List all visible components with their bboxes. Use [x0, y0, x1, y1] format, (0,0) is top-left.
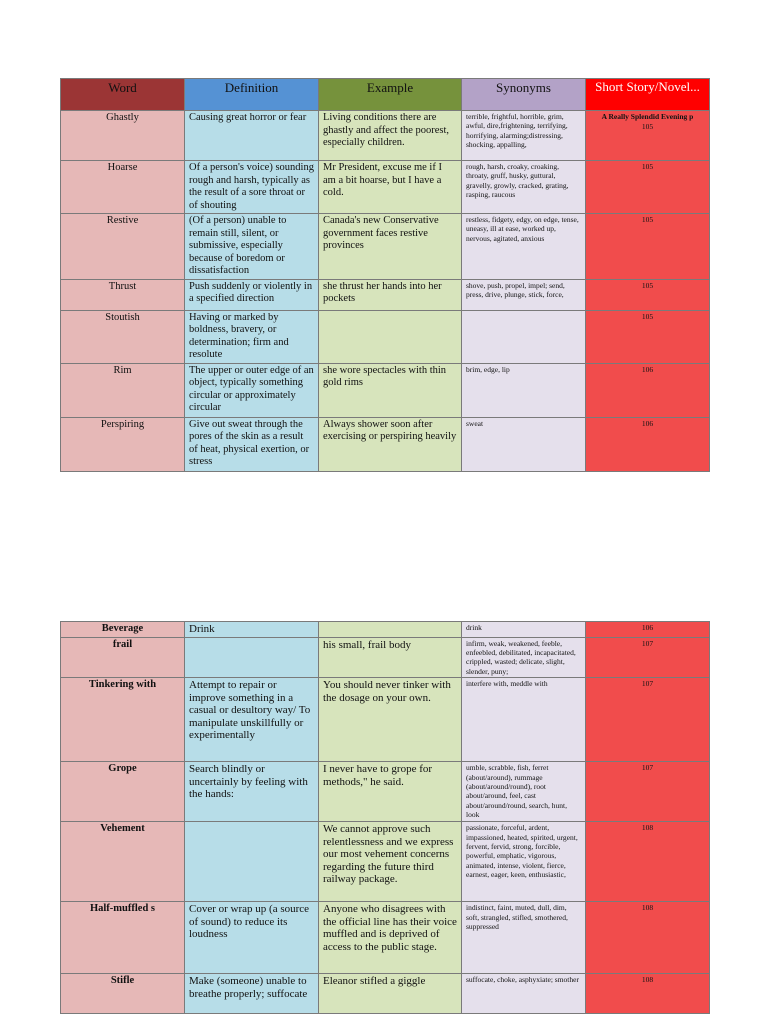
- example-cell: Always shower soon after exercising or perspiring heavily: [319, 417, 462, 471]
- page-number: 108: [586, 902, 710, 974]
- definition-cell: Having or marked by boldness, bravery, or determination; firm and resolute: [185, 310, 319, 363]
- synonyms-cell: restless, fidgety, edgy, on edge, tense, uneasy, ill at ease, worked up, nervous, agitated, anxious: [462, 214, 586, 280]
- word-cell: Stoutish: [61, 310, 185, 363]
- synonyms-cell: indistinct, faint, muted, dull, dim, soft, strangled, stifled, smothered, suppressed: [462, 902, 586, 974]
- page-number: 108: [586, 822, 710, 902]
- table-row: [61, 902, 710, 974]
- page-number: 105: [641, 121, 654, 131]
- definition-cell: Search blindly or uncertainly by feeling with the hands:: [185, 762, 319, 822]
- word-cell: Vehement: [61, 822, 185, 902]
- table-row: [61, 279, 710, 310]
- example-cell: Eleanor stifled a giggle: [319, 974, 462, 1014]
- table-row: [61, 822, 710, 902]
- synonyms-cell: shove, push, propel, impel; send, press, drive, plunge, stick, force,: [462, 279, 586, 310]
- word-cell: Hoarse: [61, 161, 185, 214]
- vocabulary-table-1: [60, 78, 710, 472]
- header-definition: Definition: [185, 79, 319, 111]
- page-number: 106: [586, 417, 710, 471]
- word-cell: Grope: [61, 762, 185, 822]
- page-number: 106: [586, 622, 710, 638]
- word-cell: Perspiring: [61, 417, 185, 471]
- definition-cell: Push suddenly or violently in a specified direction: [185, 279, 319, 310]
- example-cell: Anyone who disagrees with the official line has their voice muffled and is deprived of access to the public stage.: [319, 902, 462, 974]
- example-cell: Canada's new Conservative government faces restive provinces: [319, 214, 462, 280]
- example-cell: You should never tinker with the dosage on your own.: [319, 678, 462, 762]
- synonyms-cell: terrible, frightful, horrible, grim, awful, dire,frightening, terrifying, horrifying, alarming;distressing, shocking, appalling,: [462, 111, 586, 161]
- word-cell: Tinkering with: [61, 678, 185, 762]
- page-number: 106: [586, 363, 710, 417]
- header-row: [61, 79, 710, 111]
- definition-cell: Give out sweat through the pores of the skin as a result of heat, physical exertion, or stress: [185, 417, 319, 471]
- synonyms-cell: umble, scrabble, fish, ferret (about/around), rummage (about/around/round), root about/around, feel, cast about/around/round, search, hunt, look: [462, 762, 586, 822]
- word-cell: Stifle: [61, 974, 185, 1014]
- example-cell: Mr President, excuse me if I am a bit hoarse, but I have a cold.: [319, 161, 462, 214]
- definition-cell: Drink: [185, 622, 319, 638]
- synonyms-cell: passionate, forceful, ardent, impassioned, heated, spirited, urgent, fervent, fervid, strong, forcible, powerful, emphatic, vigorous, animated, intense, violent, fierce, earnest, eager, keen, enthusiastic,: [462, 822, 586, 902]
- table-row: [61, 363, 710, 417]
- synonyms-cell: suffocate, choke, asphyxiate; smother: [462, 974, 586, 1014]
- example-cell: I never have to grope for methods," he said.: [319, 762, 462, 822]
- header-synonyms: Synonyms: [462, 79, 586, 111]
- table-row: [61, 622, 710, 638]
- source-cell: [586, 111, 710, 161]
- word-cell: Ghastly: [61, 111, 185, 161]
- definition-cell: Attempt to repair or improve something in a casual or desultory way/ To manipulate unskillfully or experimentally: [185, 678, 319, 762]
- vocabulary-table-2: [60, 621, 710, 1014]
- synonyms-cell: interfere with, meddle with: [462, 678, 586, 762]
- table-row: [61, 161, 710, 214]
- table-row: [61, 417, 710, 471]
- page-number: 105: [586, 310, 710, 363]
- example-cell: [319, 310, 462, 363]
- page-number: 108: [586, 974, 710, 1014]
- table-row: [61, 974, 710, 1014]
- word-cell: Rim: [61, 363, 185, 417]
- definition-cell: Causing great horror or fear: [185, 111, 319, 161]
- page-number: 107: [586, 762, 710, 822]
- word-cell: Half-muffled s: [61, 902, 185, 974]
- example-cell: she wore spectacles with thin gold rims: [319, 363, 462, 417]
- synonyms-cell: rough, harsh, croaky, croaking, throaty, gruff, husky, guttural, gravelly, growly, cracked, grating, rasping, raucous: [462, 161, 586, 214]
- example-cell: We cannot approve such relentlessness and we express our most vehement concerns regarding the future third railway package.: [319, 822, 462, 902]
- word-cell: Beverage: [61, 622, 185, 638]
- table-row: [61, 762, 710, 822]
- definition-cell: Cover or wrap up (a source of sound) to reduce its loudness: [185, 902, 319, 974]
- example-cell: his small, frail body: [319, 637, 462, 678]
- word-cell: Thrust: [61, 279, 185, 310]
- definition-cell: The upper or outer edge of an object, typically something circular or approximately circular: [185, 363, 319, 417]
- page-number: 105: [586, 279, 710, 310]
- example-cell: she thrust her hands into her pockets: [319, 279, 462, 310]
- source-title: A Really Splendid Evening p: [601, 112, 694, 121]
- word-cell: Restive: [61, 214, 185, 280]
- synonyms-cell: infirm, weak, weakened, feeble, enfeebled, debilitated, incapacitated, crippled, wasted; delicate, slight, slender, puny;: [462, 637, 586, 678]
- table-row: [61, 111, 710, 161]
- page-number: 107: [586, 678, 710, 762]
- page-number: 105: [586, 214, 710, 280]
- definition-cell: Make (someone) unable to breathe properly; suffocate: [185, 974, 319, 1014]
- table-row: [61, 310, 710, 363]
- definition-cell: [185, 637, 319, 678]
- definition-cell: [185, 822, 319, 902]
- synonyms-cell: [462, 310, 586, 363]
- table-row: [61, 637, 710, 678]
- synonyms-cell: sweat: [462, 417, 586, 471]
- word-cell: frail: [61, 637, 185, 678]
- synonyms-cell: drink: [462, 622, 586, 638]
- page-number: 107: [586, 637, 710, 678]
- example-cell: [319, 622, 462, 638]
- table-row: [61, 678, 710, 762]
- table-row: [61, 214, 710, 280]
- definition-cell: (Of a person) unable to remain still, silent, or submissive, especially because of boredom or dissatisfaction: [185, 214, 319, 280]
- page-number: 105: [586, 161, 710, 214]
- synonyms-cell: brim, edge, lip: [462, 363, 586, 417]
- definition-cell: Of a person's voice) sounding rough and harsh, typically as the result of a sore throat or of shouting: [185, 161, 319, 214]
- header-example: Example: [319, 79, 462, 111]
- header-word: Word: [61, 79, 185, 111]
- header-source: Short Story/Novel...: [586, 79, 710, 111]
- example-cell: Living conditions there are ghastly and affect the poorest, especially children.: [319, 111, 462, 161]
